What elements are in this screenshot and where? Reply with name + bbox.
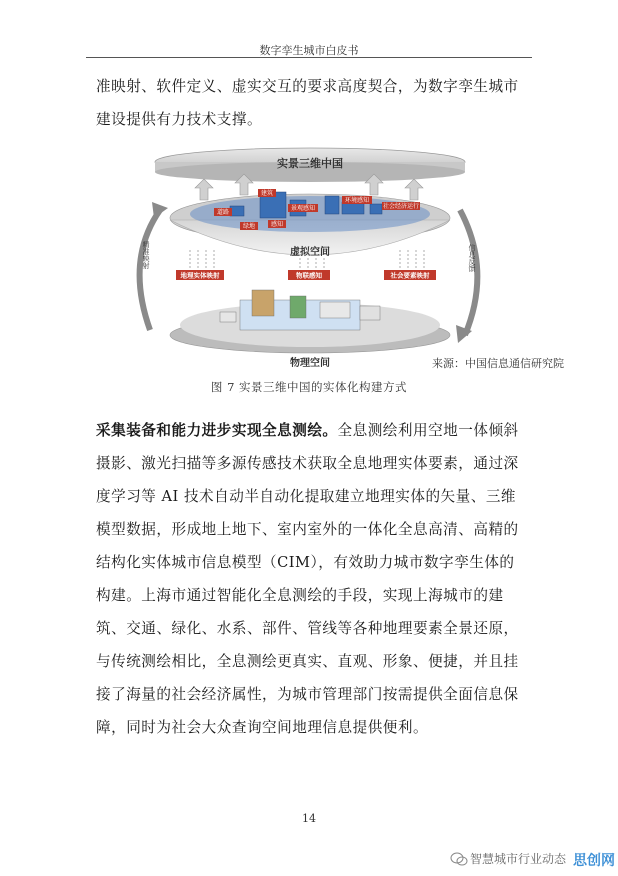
left-arrow-label: 精准映射 (142, 241, 150, 269)
tag-socio-economic: 社会经济运行 (382, 203, 420, 210)
tag-geo-entity-mapping: 地理实体映射 (180, 271, 220, 280)
watermark (450, 846, 618, 876)
page-number: 14 (302, 812, 316, 825)
tag-road: 道路 (216, 209, 230, 216)
paragraph-body: 全息测绘利用空地一体倾斜摄影、激光扫描等多源传感技术获取全息地理实体要素，通过深度学习等 AI 技术自动半自动化提取建立地理实体的矢量、三维模型数据，形成地上地下、室内室外的一体化全息高清、高精的结构化实体城市信息模型（CIM），有效助力城市数字孪生体的构建。上海市通过智能化全息测绘的手段，实现上海城市的建筑、交通、绿化、水系、部件、管线等各种地理要素全景还原，与传统测绘相比，全息测绘更真实、直观、形象、便捷，并且挂接了海量的社会经济属性，为城市管理部门按需提供全面信息保障，同时为社会大众查询空间地理信息提供便利。 (96, 422, 519, 736)
running-header: 数字孪生城市白皮书 (259, 44, 359, 57)
tag-environment: 环境感知 (344, 197, 370, 204)
tag-building: 建筑 (260, 190, 274, 197)
right-curved-arrow (460, 210, 477, 335)
figure-diagram (120, 140, 500, 370)
physical-space-label: 物理空间 (290, 358, 330, 369)
figure-caption: 图 7 实景三维中国的实体化构建方式 (210, 380, 408, 394)
wechat-icon (450, 852, 468, 866)
tag-landscape: 景观感知 (290, 205, 316, 212)
physical-city (220, 290, 380, 330)
mapping-tags (176, 270, 436, 280)
left-curved-arrow (140, 210, 160, 330)
watermark-text: 智慧城市行业动态 (470, 852, 567, 866)
top-disc-label: 实景三维中国 (277, 157, 343, 170)
paragraph-intro: 准映射、软件定义、虚实交互的要求高度契合，为数字孪生城市建设提供有力技术支撑。 (96, 78, 519, 128)
header-rule (86, 57, 532, 58)
figure-source: 来源：中国信息通信研究院 (432, 357, 564, 370)
paragraph-holographic-mapping (96, 414, 528, 744)
watermark-brand: 思创网 (568, 848, 618, 874)
virtual-space-label: 虚拟空间 (290, 247, 330, 258)
right-arrow-label: 信息反馈 (468, 244, 476, 272)
tag-sensing: 感知 (270, 221, 284, 228)
paragraph-lead: 采集装备和能力进步实现全息测绘。 (96, 422, 338, 439)
tag-social-mapping: 社会要素映射 (390, 271, 430, 280)
tag-iot-sensing: 物联感知 (296, 271, 322, 280)
tag-greenland: 绿地 (242, 223, 256, 230)
